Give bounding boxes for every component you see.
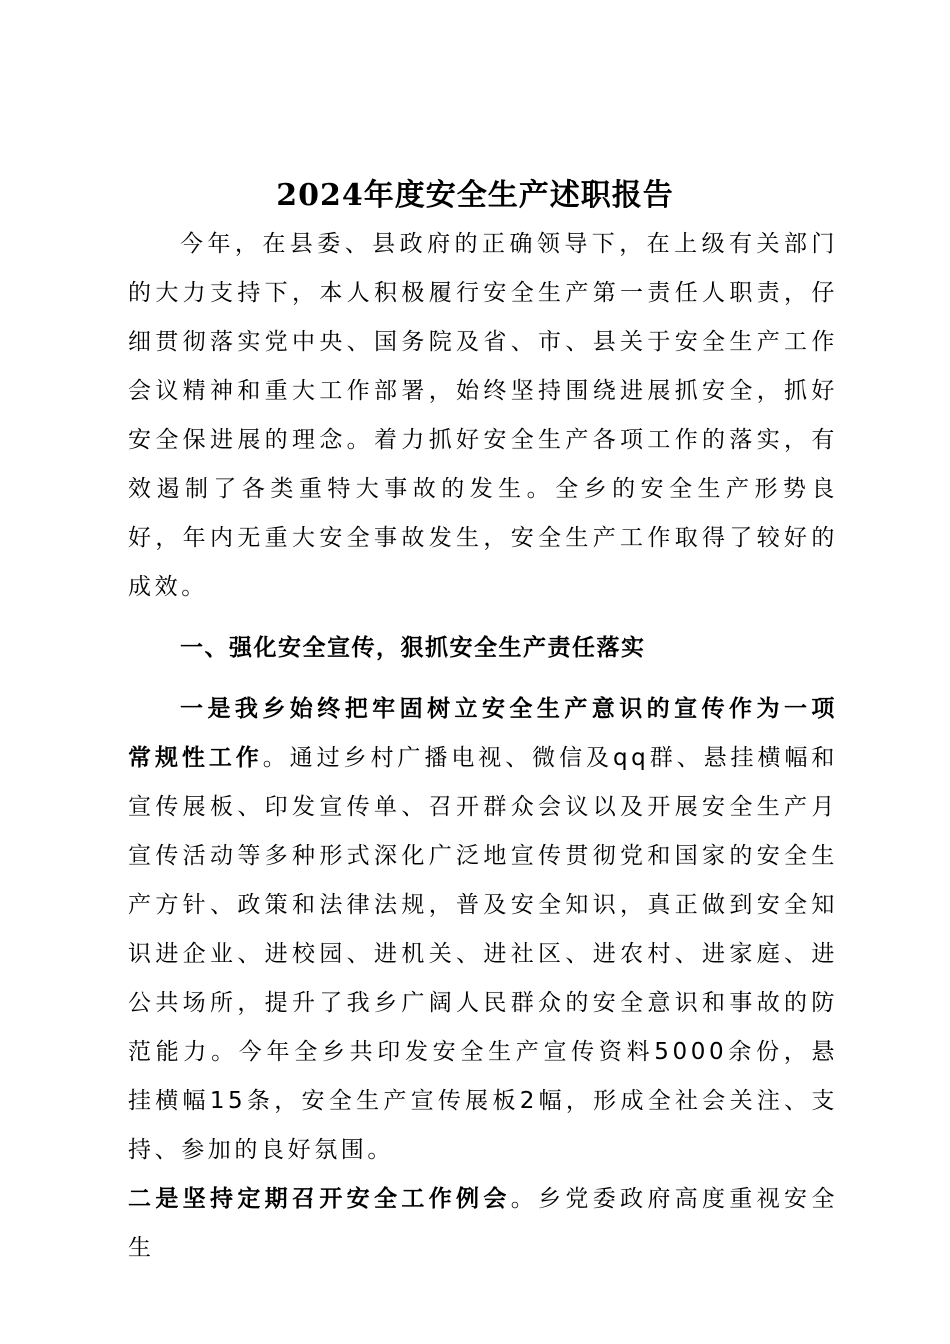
paragraph-2-body: 。乡党委政府高度重视安全生: [128, 1186, 838, 1261]
paragraph-1-body: 。通过乡村广播电视、微信及qq群、悬挂横幅和宣传展板、印发宣传单、召开群众会议以及开展安全生产月宣传活动等多种形式深化广泛地宣传贯彻党和国家的安全生产方针、政策和法律法规，普及安全知识，真正做到安全知识进企业、进校园、进机关、进社区、进农村、进家庭、进公共场所，提升了我乡广阔人民群众的安全意识和事故的防范能力。今年全乡共印发安全生产宣传资料5000余份，悬挂横幅15条，安全生产宣传展板2幅，形成全社会关注、支持、参加的良好氛围。: [128, 745, 838, 1163]
intro-paragraph: 今年，在县委、县政府的正确领导下，在上级有关部门的大力支持下，本人积极履行安全生产第一责任人职责，仔细贯彻落实党中央、国务院及省、市、县关于安全生产工作会议精神和重大工作部署，始终坚持围绕进展抓安全，抓好安全保进展的理念。着力抓好安全生产各项工作的落实，有效遏制了各类重特大事故的发生。全乡的安全生产形势良好，年内无重大安全事故发生，安全生产工作取得了较好的成效。: [128, 231, 838, 600]
document-body: [128, 220, 838, 1273]
document-title: 2024年度安全生产述职报告: [276, 178, 674, 213]
section-heading-1: 一、强化安全宣传，狠抓安全生产责任落实: [180, 635, 646, 661]
paragraph-1: [128, 685, 838, 1175]
paragraph-2: [128, 1175, 838, 1273]
paragraph-2-lead: 二是坚持定期召开安全工作例会: [128, 1186, 511, 1212]
paragraph-1-lead: 一是我乡始终把牢固树立安全生产意识的宣传作为一项常规性工作: [128, 696, 838, 771]
